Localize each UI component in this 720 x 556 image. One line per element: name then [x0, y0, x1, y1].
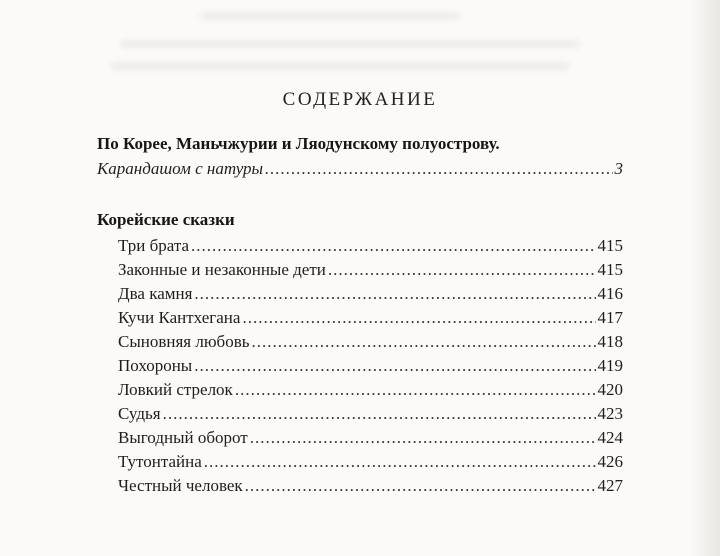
- dot-leader: [194, 355, 595, 377]
- dot-leader: [245, 475, 596, 497]
- toc-entry[interactable]: [118, 283, 623, 305]
- toc-entry-page: 418: [597, 332, 623, 351]
- toc-entry-label: Судья: [118, 404, 161, 423]
- toc-entry-page: 416: [597, 284, 623, 303]
- toc-entry[interactable]: [118, 379, 623, 401]
- show-through-text: [110, 62, 570, 70]
- toc-entry-page: 424: [597, 428, 623, 447]
- dot-leader: [251, 331, 595, 353]
- toc-entry[interactable]: [118, 403, 623, 425]
- toc-entry-label: Карандашом с натуры: [97, 159, 264, 178]
- toc-entry-page: 420: [597, 380, 623, 399]
- dot-leader: [204, 451, 596, 473]
- toc-entry-page: 417: [597, 308, 623, 327]
- show-through-text: [200, 12, 460, 20]
- toc-entry-page: 423: [597, 404, 623, 423]
- toc-entry-label: Выгодный оборот: [118, 428, 248, 447]
- toc-entry-label: Похороны: [118, 356, 193, 375]
- toc-entry-label: Честный человек: [118, 476, 243, 495]
- toc-entry[interactable]: [118, 235, 623, 257]
- toc-entry-label: Два камня: [118, 284, 193, 303]
- toc-entry-label: Тутонтайна: [118, 452, 202, 471]
- toc-entry[interactable]: [97, 158, 623, 180]
- toc-entry-label: Сыновняя любовь: [118, 332, 250, 351]
- toc-entry[interactable]: [118, 259, 623, 281]
- section-heading: Корейские сказки: [97, 210, 235, 229]
- toc-entry-page: 426: [597, 452, 623, 471]
- dot-leader: [191, 235, 595, 257]
- toc-entry-label: Ловкий стрелок: [118, 380, 233, 399]
- toc-entry[interactable]: [118, 451, 623, 473]
- toc-entry-label: Три брата: [118, 236, 190, 255]
- page-title: СОДЕРЖАНИЕ: [282, 89, 438, 110]
- toc-entry-label: Кучи Кантхегана: [118, 308, 241, 327]
- toc-entry[interactable]: [118, 355, 623, 377]
- dot-leader: [328, 259, 596, 281]
- toc-entry-page: 3: [614, 159, 623, 178]
- page-edge-shadow: [690, 0, 720, 556]
- toc-entry[interactable]: [118, 475, 623, 497]
- show-through-text: [120, 40, 580, 48]
- dot-leader: [163, 403, 596, 425]
- toc-entry[interactable]: [118, 427, 623, 449]
- toc-entry[interactable]: [118, 331, 623, 353]
- toc-entry[interactable]: [118, 307, 623, 329]
- toc-entry-page: 415: [597, 236, 623, 255]
- toc-entry-page: 427: [597, 476, 623, 495]
- dot-leader: [235, 379, 596, 401]
- toc-entry-label: Законные и незаконные дети: [118, 260, 326, 279]
- section-heading: По Корее, Маньчжурии и Ляодунскому полуострову.: [97, 134, 500, 153]
- dot-leader: [242, 307, 595, 329]
- toc-entry-page: 419: [597, 356, 623, 375]
- toc-entry-page: 415: [597, 260, 623, 279]
- dot-leader: [250, 427, 596, 449]
- dot-leader: [194, 283, 595, 305]
- dot-leader: [265, 158, 612, 180]
